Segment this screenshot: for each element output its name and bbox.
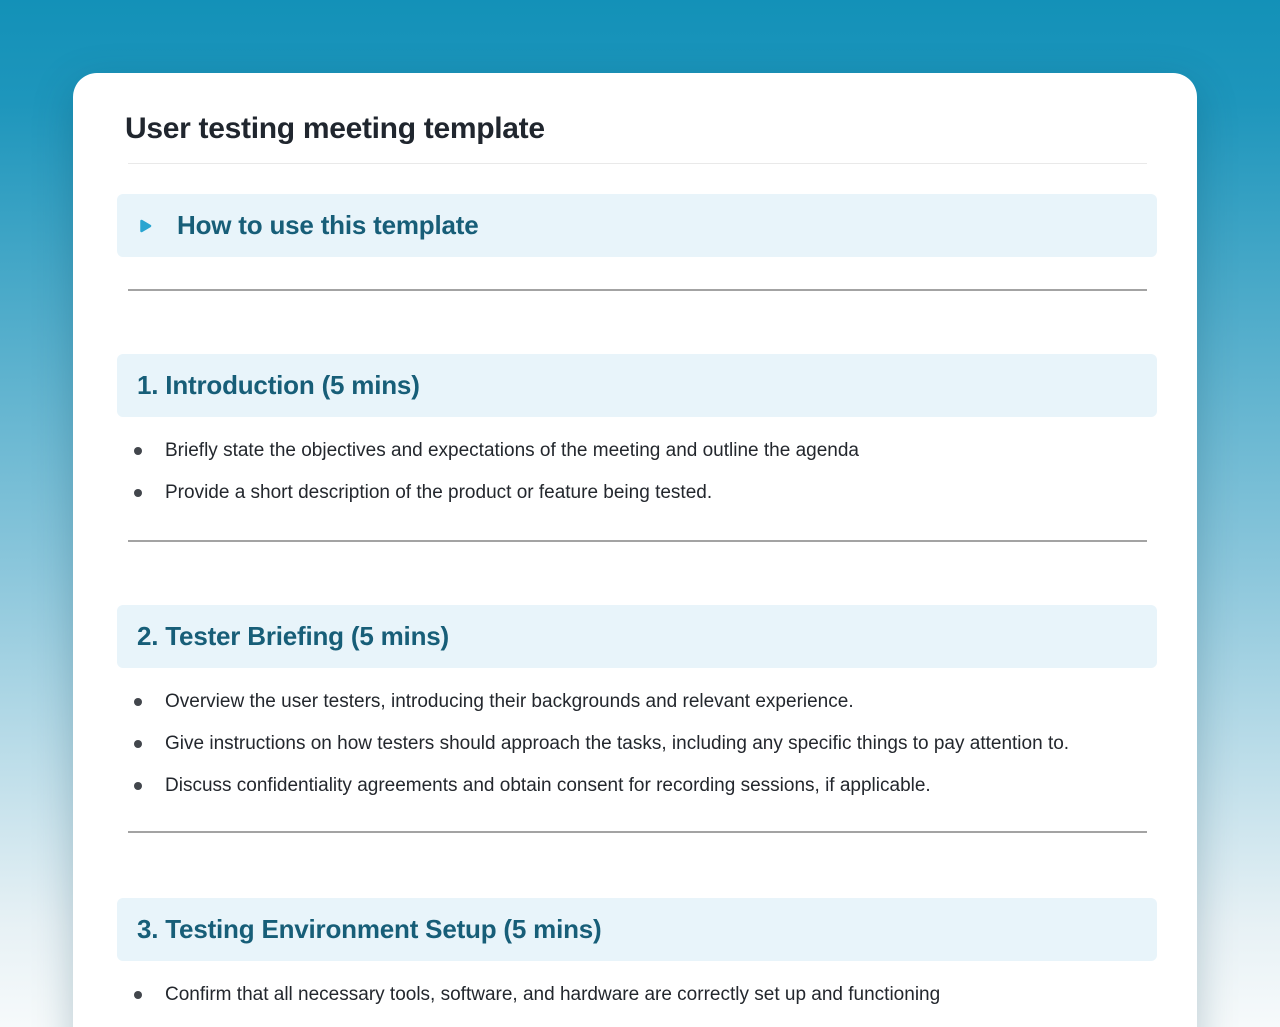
bullet-dot <box>134 489 142 497</box>
bullet-dot <box>134 782 142 790</box>
bullet-text: Provide a short description of the product or feature being tested. <box>165 482 713 503</box>
bullet-text: Overview the user testers, introducing their backgrounds and relevant experience. <box>165 691 854 712</box>
section-heading-tester-briefing <box>117 605 1157 668</box>
section-divider <box>128 289 1147 291</box>
bullet-text: Confirm that all necessary tools, software, and hardware are correctly set up and functioning <box>165 984 941 1005</box>
list-item <box>117 686 1157 718</box>
bullet-text: Discuss confidentiality agreements and obtain consent for recording sessions, if applicable. <box>165 775 931 796</box>
section-divider <box>128 540 1147 542</box>
list-item <box>117 728 1157 760</box>
bullet-list-introduction <box>117 435 1157 509</box>
list-item <box>117 770 1157 802</box>
section-heading-label: 2. Tester Briefing (5 mins) <box>137 621 449 651</box>
bullet-dot <box>134 991 142 999</box>
section-heading-environment-setup <box>117 898 1157 961</box>
bullet-dot <box>134 447 142 455</box>
toggle-label: How to use this template <box>177 210 479 240</box>
bullet-text: Give instructions on how testers should approach the tasks, including any specific things to pay attention to. <box>165 733 1070 754</box>
section-heading-label: 1. Introduction (5 mins) <box>137 370 420 400</box>
toggle-how-to-use[interactable] <box>117 194 1157 257</box>
list-item <box>117 979 1157 1011</box>
disclosure-triangle-icon <box>137 218 153 234</box>
bullet-list-environment-setup <box>117 979 1157 1011</box>
document-content <box>73 73 1197 1011</box>
page-title: User testing meeting template <box>125 112 545 145</box>
list-item <box>117 435 1157 467</box>
section-heading-introduction <box>117 354 1157 417</box>
section-divider <box>128 831 1147 833</box>
title-divider <box>128 163 1147 164</box>
bullet-dot <box>134 740 142 748</box>
bullet-text: Briefly state the objectives and expectations of the meeting and outline the agenda <box>165 440 859 461</box>
document-card <box>73 73 1197 1027</box>
section-heading-label: 3. Testing Environment Setup (5 mins) <box>137 914 602 944</box>
bullet-list-tester-briefing <box>117 686 1157 802</box>
bullet-dot <box>134 698 142 706</box>
list-item <box>117 477 1157 509</box>
